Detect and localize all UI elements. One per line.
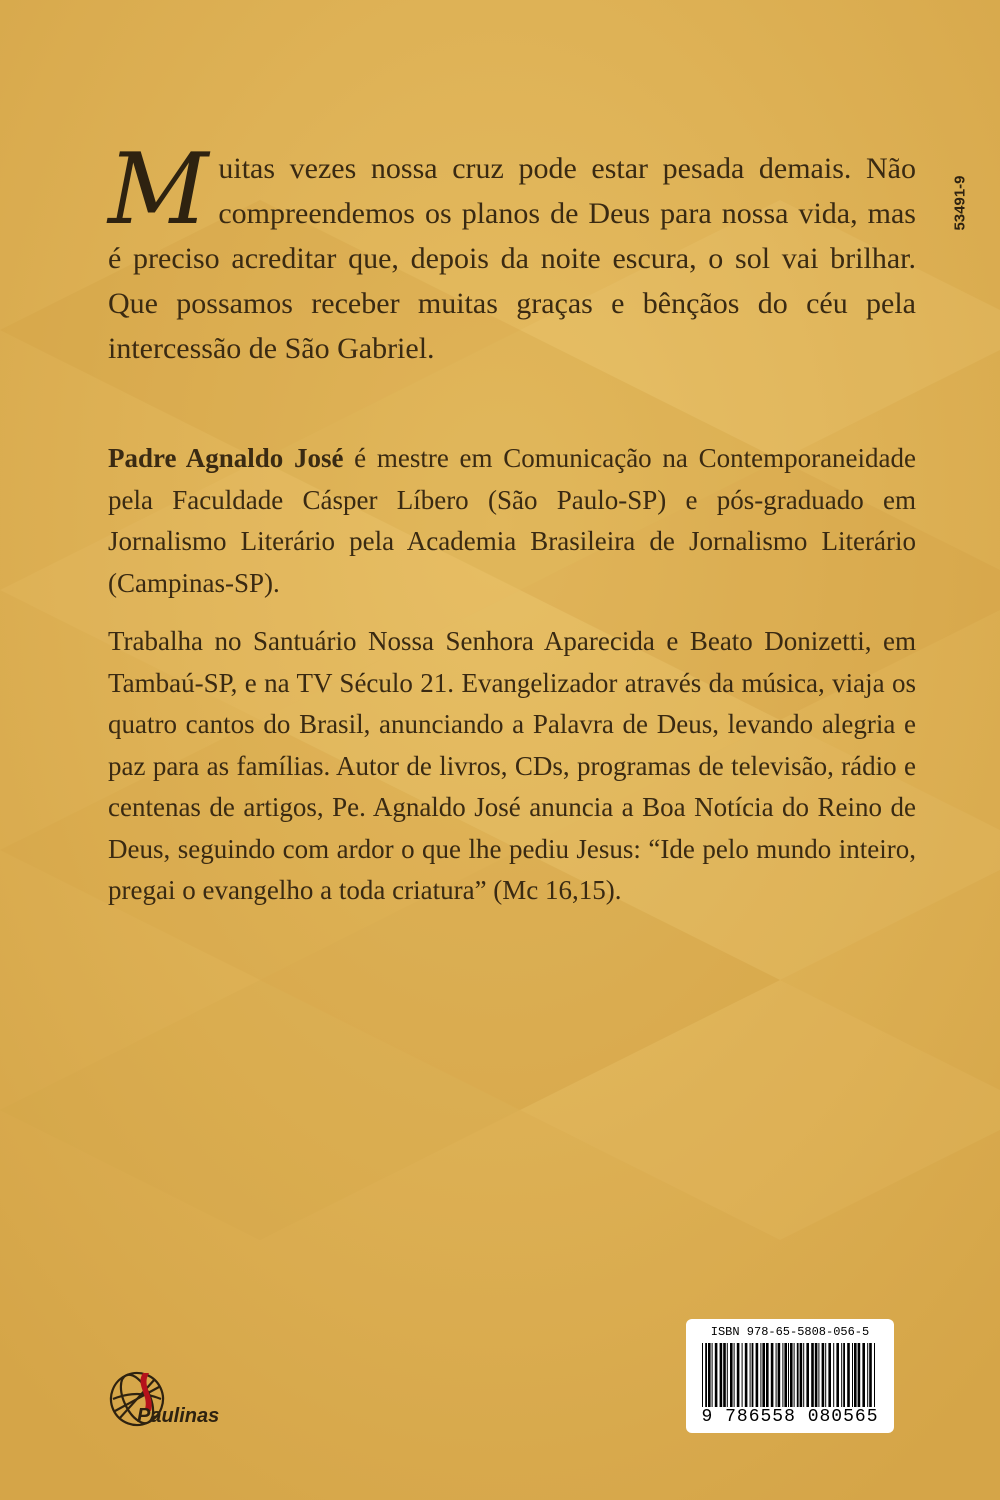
barcode-bar	[858, 1343, 861, 1407]
barcode-bar	[708, 1343, 711, 1407]
drop-cap: M	[108, 133, 209, 247]
barcode-bar	[815, 1343, 818, 1407]
barcode-bar	[762, 1343, 765, 1407]
barcode-bar	[836, 1343, 839, 1407]
barcode-bar	[723, 1343, 726, 1407]
barcode-bar	[794, 1343, 795, 1407]
barcode-bar	[825, 1343, 826, 1407]
barcode-bar	[854, 1343, 857, 1407]
bio-paragraph-1-text: é mestre em Comunicação na Contemporaneidade pela Faculdade Cásper Líbero (São Paulo-SP) e pós-graduado em Jornalismo Literário pela Academia Brasileira de Jornalismo Literário (Campinas-SP).	[108, 443, 917, 598]
isbn-barcode	[686, 1319, 894, 1433]
barcode-bar	[730, 1343, 733, 1407]
barcode-bar	[800, 1343, 803, 1407]
barcode-bar	[852, 1343, 853, 1407]
barcode-bar	[788, 1343, 789, 1407]
barcode-bar	[843, 1343, 845, 1407]
barcode-bar	[727, 1343, 728, 1407]
barcode-bar	[784, 1343, 787, 1407]
barcode-bar	[734, 1343, 735, 1407]
bio-paragraph-2: Trabalha no Santuário Nossa Senhora Aparecida e Beato Donizetti, em Tambaú-SP, e na TV Século 21. Evangelizador através da música, viaja os quatro cantos do Brasil, anunciando a Palavra de Deus, levando alegria e paz para as famílias. Autor de livros, CDs, programas de televisão, rádio e centenas de artigos, Pe. Agnaldo José anuncia a Boa Notícia do Reino de Deus, seguindo com ardor o que lhe pediu Jesus: “Ide pelo mundo inteiro, pregai o evangelho a toda criatura” (Mc 16,15).	[108, 626, 916, 905]
barcode-bars	[700, 1343, 878, 1407]
barcode-bar	[828, 1343, 831, 1407]
barcode-bar	[790, 1343, 793, 1407]
barcode-digits: 9 786558 080565	[701, 1407, 879, 1427]
barcode-bar	[818, 1343, 819, 1407]
barcode-bar	[760, 1343, 761, 1407]
barcode-bar	[847, 1343, 850, 1407]
barcode-bar	[715, 1343, 718, 1407]
barcode-bar	[756, 1343, 759, 1407]
product-code: 53491-9	[951, 175, 969, 231]
barcode-bar	[705, 1343, 707, 1407]
barcode-bar	[742, 1343, 743, 1407]
bio-paragraph-1	[108, 438, 916, 604]
barcode-bar	[737, 1343, 740, 1407]
barcode-bar	[811, 1343, 814, 1407]
barcode-bar	[745, 1343, 748, 1407]
barcode-bar	[867, 1343, 868, 1407]
barcode-bar	[841, 1343, 842, 1407]
author-name: Padre Agnaldo José	[108, 443, 344, 473]
publisher-name: Paulinas	[137, 1405, 220, 1427]
intro-paragraph	[108, 133, 916, 371]
barcode-bar	[752, 1343, 754, 1407]
barcode-bar	[869, 1343, 872, 1407]
barcode-bar	[702, 1343, 703, 1407]
barcode-bar	[803, 1343, 804, 1407]
barcode-bar	[776, 1343, 777, 1407]
barcode-bar	[822, 1343, 825, 1407]
barcode-bar	[862, 1343, 865, 1407]
barcode-bar	[766, 1343, 769, 1407]
author-bio	[108, 438, 916, 929]
barcode-bar	[720, 1343, 723, 1407]
barcode-bar	[771, 1343, 774, 1407]
barcode-bar	[797, 1343, 799, 1407]
barcode-bar	[833, 1343, 834, 1407]
isbn-label: ISBN 978-65-5808-056-5	[710, 1325, 870, 1339]
barcode-bar	[782, 1343, 783, 1407]
barcode-bar	[874, 1343, 875, 1407]
barcode-bar	[750, 1343, 751, 1407]
barcode-bar	[712, 1343, 713, 1407]
publisher-logo	[105, 1365, 245, 1435]
barcode-bar	[778, 1343, 781, 1407]
intro-text: uitas vezes nossa cruz pode estar pesada demais. Não compreendemos os planos de Deus para nossa vida, mas é preciso acreditar que, depois da noite escura, o sol vai brilhar. Que possamos receber muitas graças e bênçãos do céu pela intercessão de São Gabriel.	[108, 152, 916, 365]
barcode-bar	[806, 1343, 809, 1407]
